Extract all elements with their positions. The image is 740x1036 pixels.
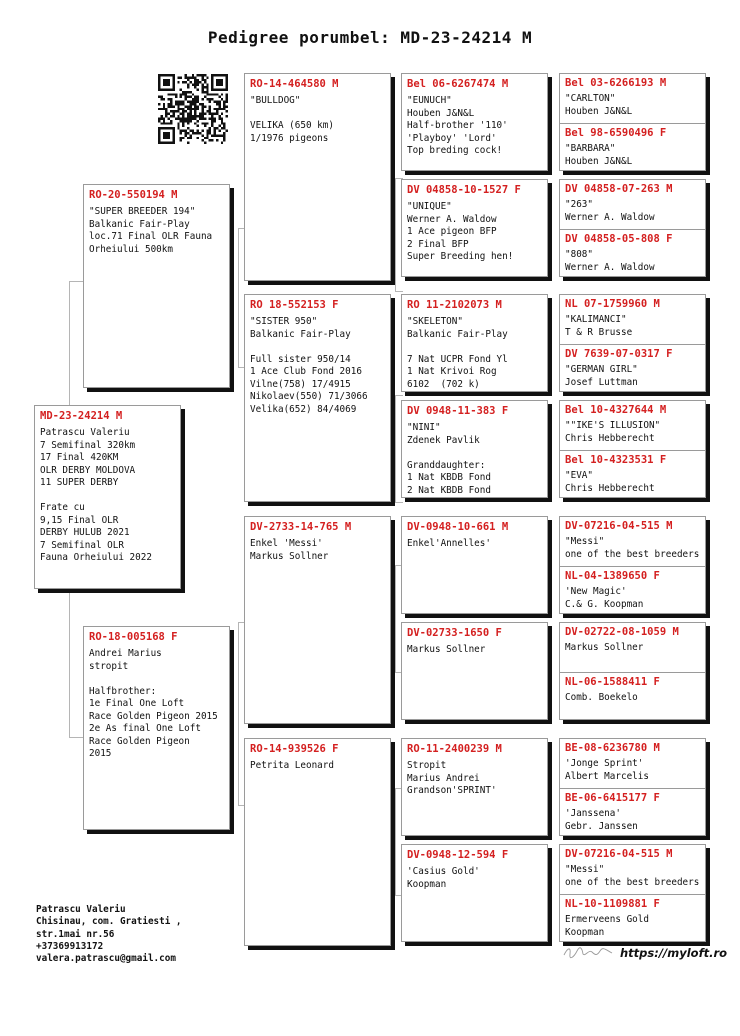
ggg-parent-entry[interactable] bbox=[560, 229, 705, 277]
pigeon-info: "Messi" one of the best breeders bbox=[565, 864, 700, 888]
pigeon-info: Enkel 'Messi' Markus Sollner bbox=[250, 538, 329, 562]
ggg-pair-card bbox=[559, 73, 706, 171]
ggg-pair-card bbox=[559, 738, 706, 836]
dam-card[interactable] bbox=[83, 626, 230, 830]
pigeon-info: Stropit Marius Andrei Grandson'SPRINT' bbox=[407, 760, 497, 796]
ring-number: RO 18-552153 F bbox=[250, 299, 339, 311]
ring-number: RO-11-2400239 M bbox=[407, 743, 502, 755]
signature-icon bbox=[562, 944, 614, 960]
ring-number: Bel 06-6267474 M bbox=[407, 78, 509, 90]
ring-number: Bel 10-4323531 F bbox=[565, 454, 667, 466]
ggg-parent-entry[interactable] bbox=[560, 566, 705, 614]
pigeon-info: "NINI" Zdenek Pavlik Granddaughter: 1 Nat KBDB Fond 2 Nat KBDB Fond bbox=[407, 422, 491, 496]
ring-number: DV 0948-11-383 F bbox=[407, 405, 509, 417]
great-grandparent-card[interactable] bbox=[401, 73, 548, 171]
pigeon-info: Comb. Boekelo bbox=[565, 692, 638, 703]
pigeon-info: "EUNUCH" Houben J&N&L Half-brother '110' 'Playboy' 'Lord' Top breding cock! bbox=[407, 95, 508, 156]
pigeon-info: "Messi" one of the best breeders bbox=[565, 536, 700, 560]
pigeon-info: "UNIQUE" Werner A. Waldow 1 Ace pigeon BFP 2 Final BFP Super Breeding hen! bbox=[407, 201, 514, 262]
great-grandparent-card[interactable] bbox=[401, 738, 548, 836]
ring-number: DV-02722-08-1059 M bbox=[565, 626, 679, 638]
pigeon-info: 'New Magic' C.& G. Koopman bbox=[565, 586, 644, 610]
pigeon-info: "BARBARA" Houben J&N&L bbox=[565, 143, 633, 167]
ring-number: DV-0948-12-594 F bbox=[407, 849, 509, 861]
ring-number: MD-23-24214 M bbox=[40, 410, 123, 422]
pigeon-info: "EVA" Chris Hebberecht bbox=[565, 470, 655, 494]
ggg-parent-entry[interactable] bbox=[560, 845, 705, 894]
ring-number: RO-18-005168 F bbox=[89, 631, 178, 643]
pigeon-info: 'Jonge Sprint' Albert Marcelis bbox=[565, 758, 649, 782]
brand-link[interactable]: https://myloft.ro bbox=[620, 946, 728, 960]
ring-number: DV-02733-1650 F bbox=[407, 627, 502, 639]
pigeon-info: Andrei Marius stropit Halfbrother: 1e Final One Loft Race Golden Pigeon 2015 2e As final One Loft Race Golden Pigeon 2015 bbox=[89, 648, 218, 759]
pigeon-info: "SKELETON" Balkanic Fair-Play 7 Nat UCPR Fond Yl 1 Nat Krivoi Rog 6102 (702 k) bbox=[407, 316, 508, 390]
page-title: Pedigree porumbel: MD-23-24214 M bbox=[207, 28, 533, 47]
ring-number: DV-0948-10-661 M bbox=[407, 521, 509, 533]
ggg-parent-entry[interactable] bbox=[560, 123, 705, 171]
pigeon-info: 'Casius Gold' Koopman bbox=[407, 866, 480, 890]
great-grandparent-card[interactable] bbox=[401, 516, 548, 614]
ring-number: BE-06-6415177 F bbox=[565, 792, 660, 804]
ring-number: DV 04858-07-263 M bbox=[565, 183, 673, 195]
ggg-parent-entry[interactable] bbox=[560, 450, 705, 498]
ggg-parent-entry[interactable] bbox=[560, 344, 705, 392]
ring-number: BE-08-6236780 M bbox=[565, 742, 660, 754]
subject-card[interactable] bbox=[34, 405, 181, 589]
ggg-parent-entry[interactable] bbox=[560, 739, 705, 788]
ggg-parent-entry[interactable] bbox=[560, 401, 705, 450]
ggg-parent-entry[interactable] bbox=[560, 788, 705, 836]
ggg-parent-entry[interactable] bbox=[560, 180, 705, 229]
ggg-pair-card bbox=[559, 844, 706, 942]
grandparent-card[interactable] bbox=[244, 516, 391, 724]
pigeon-info: "KALIMANCI" T & R Brusse bbox=[565, 314, 633, 338]
great-grandparent-card[interactable] bbox=[401, 294, 548, 392]
pigeon-info: "GERMAN GIRL" Josef Luttman bbox=[565, 364, 638, 388]
sire-card[interactable] bbox=[83, 184, 230, 388]
pigeon-info: "808" Werner A. Waldow bbox=[565, 249, 655, 273]
grandparent-card[interactable] bbox=[244, 738, 391, 946]
ring-number: RO-20-550194 M bbox=[89, 189, 178, 201]
grandparent-card[interactable] bbox=[244, 294, 391, 502]
pigeon-info: 'Janssena' Gebr. Janssen bbox=[565, 808, 638, 832]
ggg-parent-entry[interactable] bbox=[560, 517, 705, 566]
ggg-parent-entry[interactable] bbox=[560, 623, 705, 672]
ring-number: NL 07-1759960 M bbox=[565, 298, 660, 310]
ggg-pair-card bbox=[559, 179, 706, 277]
pigeon-info: "SISTER 950" Balkanic Fair-Play Full sister 950/14 1 Ace Club Fond 2016 Vilne(758) 17/4915 Nikolaev(550) 71/3066 Velika(652) 84/4069 bbox=[250, 316, 368, 415]
ring-number: DV-07216-04-515 M bbox=[565, 520, 673, 532]
ggg-parent-entry[interactable] bbox=[560, 295, 705, 344]
ggg-parent-entry[interactable] bbox=[560, 672, 705, 720]
ring-number: RO-14-464580 M bbox=[250, 78, 339, 90]
ring-number: DV 04858-10-1527 F bbox=[407, 184, 521, 196]
ring-number: DV 7639-07-0317 F bbox=[565, 348, 673, 360]
ring-number: Bel 03-6266193 M bbox=[565, 77, 667, 89]
ring-number: NL-10-1109881 F bbox=[565, 898, 660, 910]
great-grandparent-card[interactable] bbox=[401, 179, 548, 277]
pigeon-info: "263" Werner A. Waldow bbox=[565, 199, 655, 223]
ring-number: DV 04858-05-808 F bbox=[565, 233, 673, 245]
great-grandparent-card[interactable] bbox=[401, 622, 548, 720]
ggg-parent-entry[interactable] bbox=[560, 894, 705, 942]
owner-contact: Patrascu Valeriu Chisinau, com. Gratiesti , str.1mai nr.56 +37369913172 valera.patrascu@gmail.com bbox=[36, 904, 182, 965]
ggg-pair-card bbox=[559, 622, 706, 720]
pigeon-info: Petrita Leonard bbox=[250, 760, 334, 771]
ring-number: NL-06-1588411 F bbox=[565, 676, 660, 688]
ggg-pair-card bbox=[559, 294, 706, 392]
pigeon-info: Enkel'Annelles' bbox=[407, 538, 491, 549]
pigeon-info: Markus Sollner bbox=[565, 642, 644, 653]
ggg-pair-card bbox=[559, 400, 706, 498]
pigeon-info: "CARLTON" Houben J&N&L bbox=[565, 93, 633, 117]
ring-number: DV-07216-04-515 M bbox=[565, 848, 673, 860]
pigeon-info: Markus Sollner bbox=[407, 644, 486, 655]
pigeon-info: Patrascu Valeriu 7 Semifinal 320km 17 Final 420KM OLR DERBY MOLDOVA 11 SUPER DERBY Frate cu 9,15 Final OLR DERBY HULUB 2021 7 Semifinal OLR Fauna Orheiului 2022 bbox=[40, 427, 152, 563]
ring-number: NL-04-1389650 F bbox=[565, 570, 660, 582]
ring-number: RO-14-939526 F bbox=[250, 743, 339, 755]
ring-number: Bel 10-4327644 M bbox=[565, 404, 667, 416]
ring-number: Bel 98-6590496 F bbox=[565, 127, 667, 139]
ggg-pair-card bbox=[559, 516, 706, 614]
ring-number: DV-2733-14-765 M bbox=[250, 521, 352, 533]
grandparent-card[interactable] bbox=[244, 73, 391, 281]
ggg-parent-entry[interactable] bbox=[560, 74, 705, 123]
great-grandparent-card[interactable] bbox=[401, 844, 548, 942]
great-grandparent-card[interactable] bbox=[401, 400, 548, 498]
pigeon-info: ""IKE'S ILLUSION" Chris Hebberecht bbox=[565, 420, 661, 444]
pigeon-info: Ermerveens Gold Koopman bbox=[565, 914, 649, 938]
qr-code-icon bbox=[158, 74, 228, 144]
pigeon-info: "BULLDOG" VELIKA (650 km) 1/1976 pigeons bbox=[250, 95, 334, 144]
pigeon-info: "SUPER BREEDER 194" Balkanic Fair-Play loc.71 Final OLR Fauna Orheiului 500km bbox=[89, 206, 213, 255]
ring-number: RO 11-2102073 M bbox=[407, 299, 502, 311]
